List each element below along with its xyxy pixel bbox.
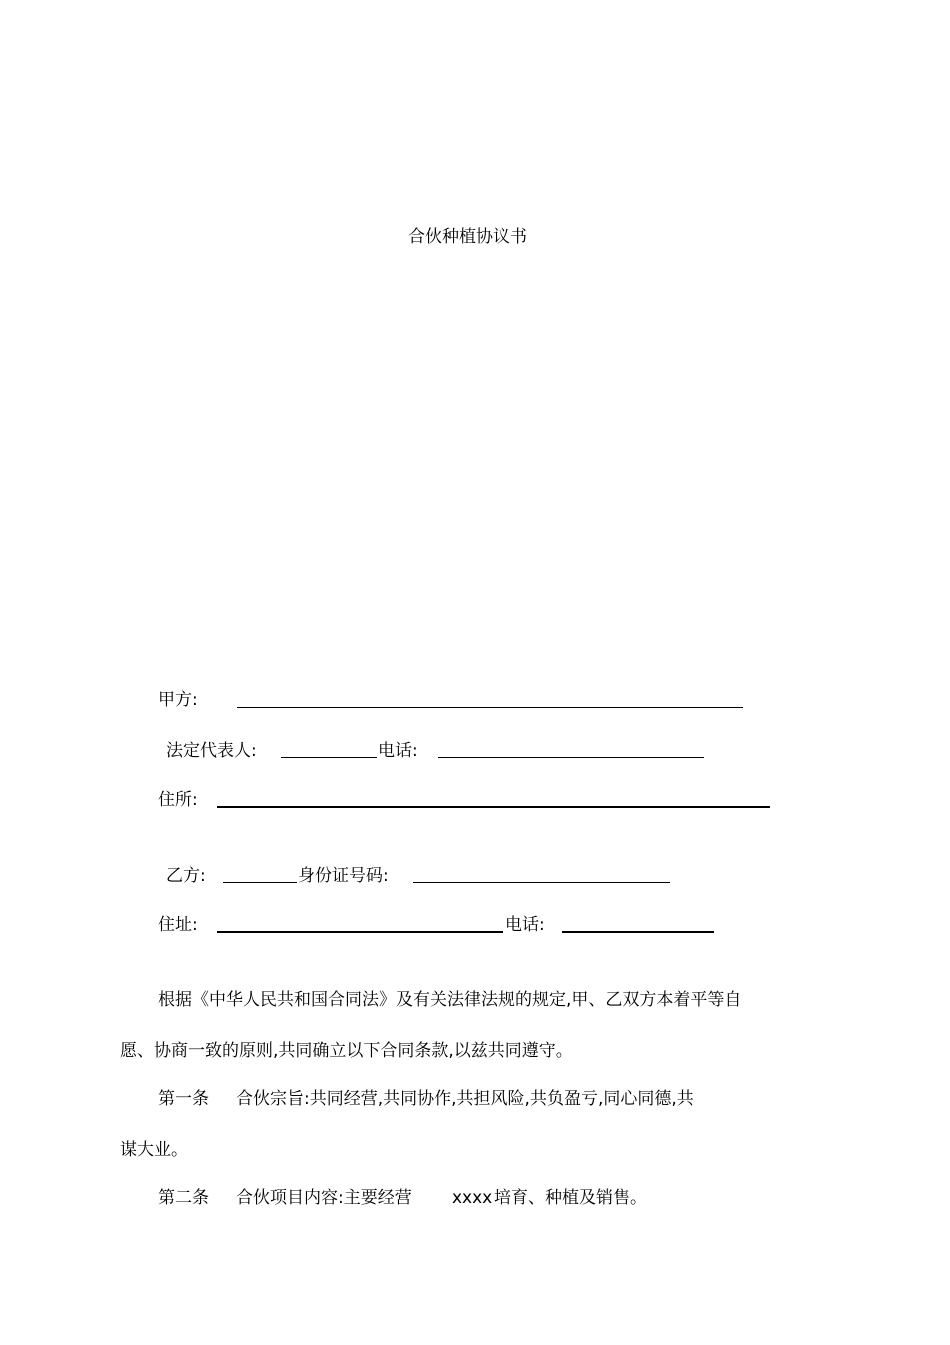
party-b-phone-label: 电话: [505, 915, 545, 935]
party-a-phone-blank [438, 757, 704, 758]
party-a-phone-label: 电话: [378, 741, 418, 761]
party-a-address-label: 住所: [158, 790, 198, 810]
party-b-phone-blank [562, 931, 714, 933]
party-a-name-blank [237, 707, 743, 708]
party-b-id-blank [413, 882, 670, 883]
article-1-number: 第一条 [158, 1089, 209, 1109]
legal-rep-blank [281, 757, 377, 758]
party-b-label: 乙方: [166, 866, 206, 886]
preamble-line-1: 根据《中华人民共和国合同法》及有关法律法规的规定,甲、乙双方本着平等自 [158, 990, 742, 1010]
article-2-suffix: 培育、种植及销售。 [494, 1188, 647, 1208]
party-a-address-blank [217, 806, 770, 808]
legal-rep-label: 法定代表人: [166, 741, 257, 761]
document-title: 合伙种植协议书 [408, 227, 527, 247]
party-b-address-blank [217, 931, 503, 933]
article-2-prefix: 合伙项目内容:主要经营 [236, 1188, 412, 1208]
party-a-label: 甲方: [158, 690, 198, 710]
article-1-line-1: 合伙宗旨:共同经营,共同协作,共担风险,共负盈亏,同心同德,共 [236, 1089, 694, 1109]
party-b-name-blank [223, 882, 297, 883]
preamble-line-2: 愿、协商一致的原则,共同确立以下合同条款,以兹共同遵守。 [120, 1041, 573, 1061]
article-1-line-2: 谋大业。 [120, 1140, 188, 1160]
party-b-address-label: 住址: [158, 915, 198, 935]
article-2-product: xxxx [452, 1188, 493, 1208]
party-b-id-label: 身份证号码: [298, 866, 389, 886]
article-2-number: 第二条 [158, 1188, 209, 1208]
